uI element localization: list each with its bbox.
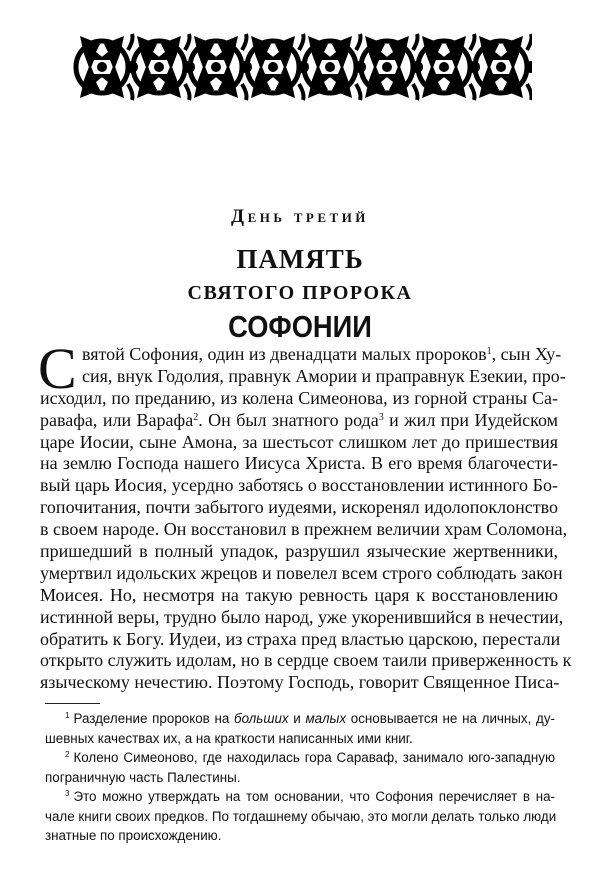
footnote-line xyxy=(45,768,555,788)
footnote-marker: 2 xyxy=(65,750,70,759)
text-run: Колено Симеоново, где находилась гора Сараваф, занимало юго-западную xyxy=(73,750,555,765)
body-line xyxy=(40,497,558,519)
text-run: Моисея. Но, несмотря на такую ревность царя к восстановлению xyxy=(40,584,558,605)
footnote-line xyxy=(65,787,555,807)
footnote-marker: 1 xyxy=(486,346,492,357)
footnote-line xyxy=(65,709,555,729)
footnote-marker: 2 xyxy=(193,411,199,423)
text-run: малых xyxy=(305,711,347,726)
footnote-line xyxy=(65,748,555,768)
text-run: исходил, по преданию, из колена Симеонова, из горной страны Са- xyxy=(40,387,558,408)
text-run: истинной веры, трудно было народ, уже укоренившийся в нечестии, xyxy=(40,606,564,627)
footnote xyxy=(45,709,555,748)
text-run: и xyxy=(288,711,306,726)
body-line xyxy=(40,388,558,410)
text-run: шевных качествах их, а на краткости написанных ими книг. xyxy=(45,730,413,746)
text-run: знатные по происхождению. xyxy=(45,828,222,843)
body-line xyxy=(40,475,558,497)
text-run: вятой Софония, один из двенадцати малых пророков xyxy=(82,344,487,364)
text-run: гопочитания, почти забытого иудеями, искоренял идолопоклонство xyxy=(40,497,558,518)
text-run: , сын Ху- xyxy=(491,344,562,364)
footnote-marker: 3 xyxy=(65,789,70,798)
text-run: равафа, или Варафа xyxy=(40,409,194,430)
body-line xyxy=(82,344,562,366)
body-text xyxy=(38,336,572,694)
body-line xyxy=(82,365,566,388)
text-run: обратить к Богу. Иудеи, из страха пред властью царскою, перестали xyxy=(40,628,561,649)
body-line xyxy=(40,562,563,585)
footnote xyxy=(45,787,555,846)
text-run: . Он был знатного рода xyxy=(198,409,379,430)
day-heading: День третий xyxy=(231,206,369,227)
text-run: в своем народе. Он восстановил в прежнем величии храм Соломона, xyxy=(40,519,568,540)
title-name: СОФОНИИ xyxy=(228,309,372,344)
body-line xyxy=(40,585,558,607)
text-run: вый царь Иосия, усердно заботясь о восстановлении истинного Бо- xyxy=(40,475,558,496)
drop-cap: С xyxy=(38,336,77,401)
body-line xyxy=(40,628,561,651)
text-run: умертвил идольских жрецов и повелел всем строго соблюдать закон xyxy=(40,562,563,583)
decorative-ornament-band xyxy=(72,30,532,104)
footnote xyxy=(45,748,555,787)
body-line xyxy=(40,432,558,454)
text-run: пограничную часть Палестины. xyxy=(45,769,241,785)
footnote-marker: 1 xyxy=(65,711,70,720)
footnote-line xyxy=(45,807,555,827)
body-line xyxy=(40,672,558,694)
footnote-divider xyxy=(45,703,100,704)
body-line xyxy=(40,606,564,629)
text-run: Это можно утверждать на том основании, что Софония перечисляет в на- xyxy=(73,789,555,804)
body-line xyxy=(40,541,558,563)
footnote-line xyxy=(45,729,555,749)
body-line xyxy=(40,519,568,541)
text-run: царе Иосии, сыне Амона, за шестьсот слишком лет до пришествия xyxy=(40,431,558,452)
title-saint: СВЯТОГО ПРОРОКА xyxy=(187,282,413,304)
text-run: и жил при Иудейском xyxy=(383,409,558,430)
footnote-marker: 3 xyxy=(378,411,384,423)
body-line xyxy=(40,453,558,475)
footnote-line xyxy=(45,826,555,846)
body-line xyxy=(40,410,558,432)
text-run: чале книги своих предков. По тогдашнему обычаю, это могли делать только люди xyxy=(45,808,557,824)
text-run: языческому нечестию. Поэтому Господь, говорит Священное Писа- xyxy=(40,672,560,693)
text-run: на землю Господа нашего Иисуса Христа. В его время благочести- xyxy=(40,453,558,474)
text-run: сия, внук Годолия, правнук Амории и праправнук Езекии, про- xyxy=(82,365,566,386)
text-run: основывается не на личных, ду- xyxy=(346,711,556,726)
text-run: больших xyxy=(234,711,289,726)
text-run: открыто служить идолам, но в сердце своем таили приверженность к xyxy=(40,650,572,671)
title-memory: ПАМЯТЬ xyxy=(236,244,364,274)
text-run: Разделение пророков на xyxy=(73,711,235,726)
text-run: пришедший в полный упадок, разрушил языческие жертвенники, xyxy=(40,541,558,562)
body-line xyxy=(40,650,572,672)
footnotes xyxy=(45,709,555,846)
